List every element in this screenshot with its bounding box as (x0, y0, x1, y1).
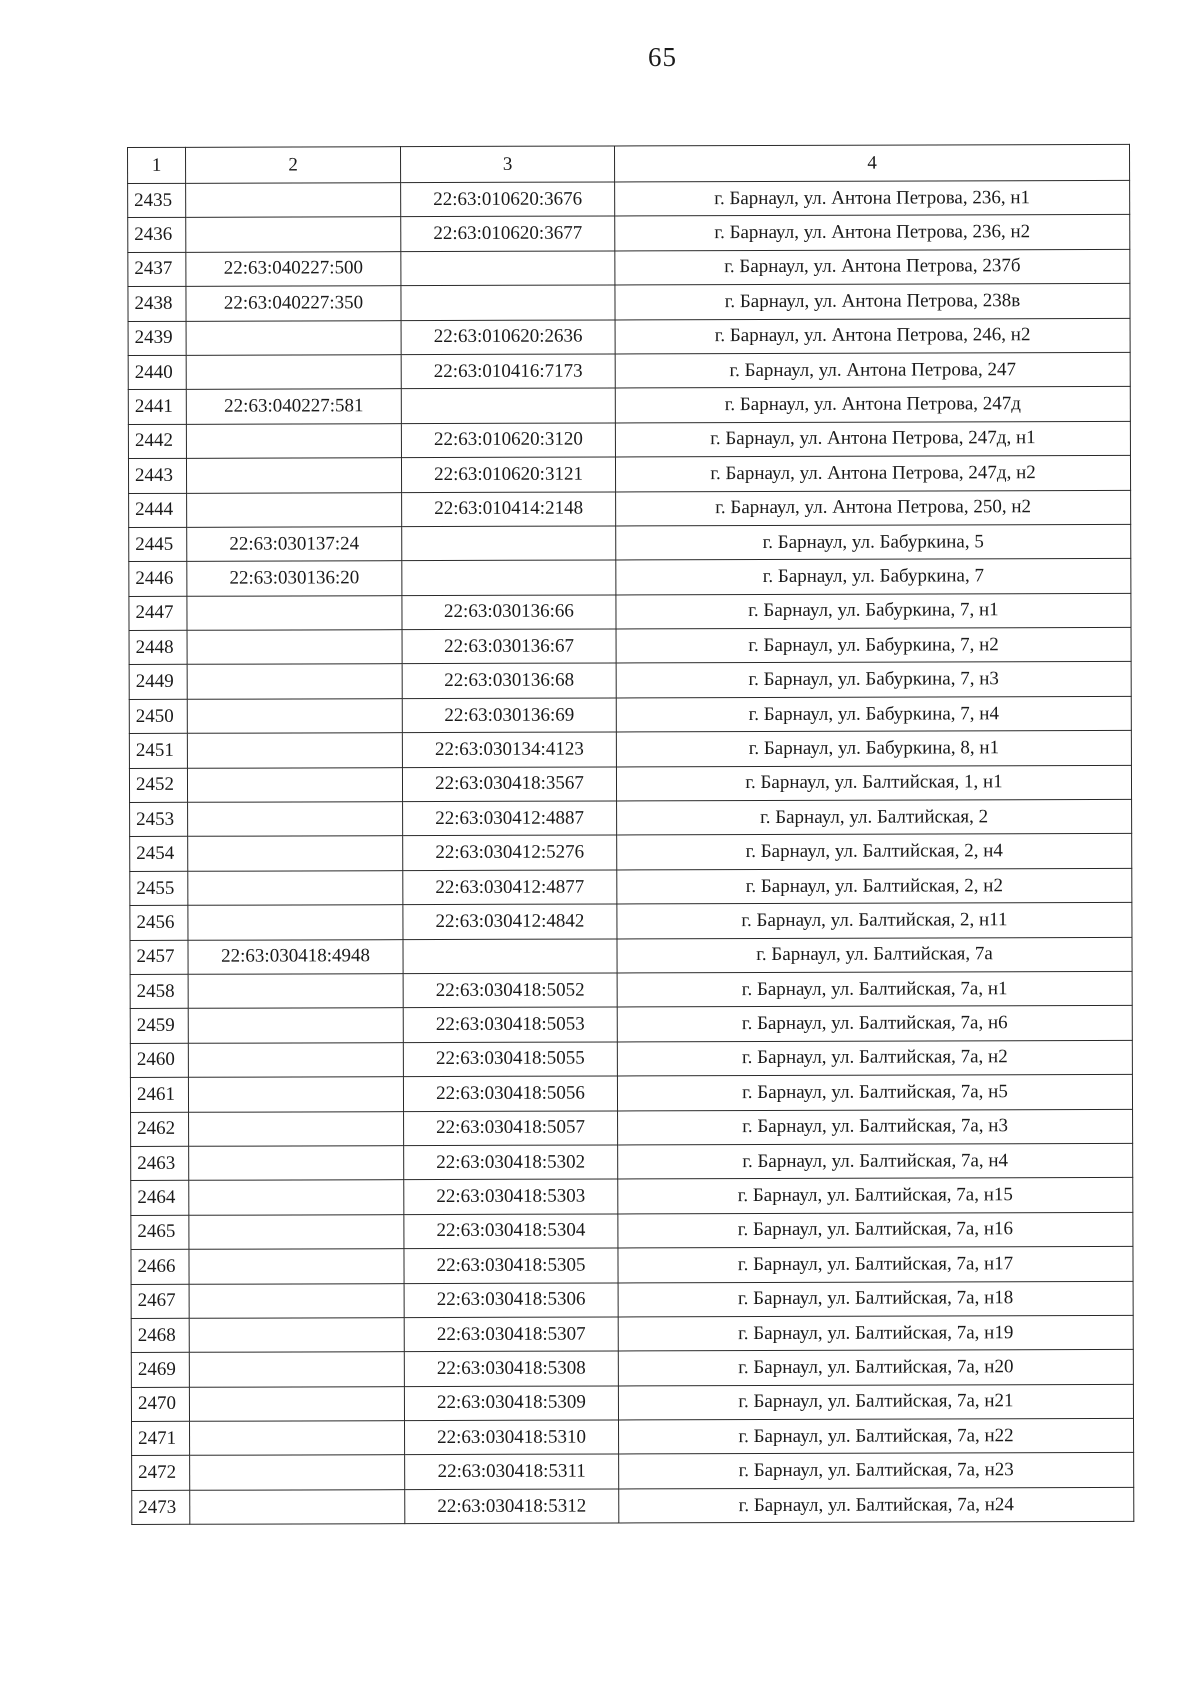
table-row (129, 765, 1131, 803)
parcel-number-cell (188, 905, 403, 940)
table-row (128, 387, 1130, 425)
address-cell: г. Барнаул, ул. Антона Петрова, 236, н2 (615, 215, 1130, 251)
premises-number-cell: 22:63:030412:4842 (403, 904, 617, 939)
address-cell: г. Барнаул, ул. Антона Петрова, 247д, н2 (615, 455, 1130, 491)
address-cell: г. Барнаул, ул. Балтийская, 7а, н19 (618, 1315, 1133, 1351)
table-row (130, 937, 1132, 975)
table-row (131, 1315, 1133, 1353)
table-row (131, 1350, 1133, 1388)
table-row (131, 1281, 1133, 1319)
parcel-number-cell (186, 458, 401, 493)
parcel-number-cell (188, 1008, 403, 1043)
address-cell: г. Барнаул, ул. Бабуркина, 7, н3 (616, 662, 1131, 698)
row-number-cell: 2455 (130, 871, 188, 906)
address-cell: г. Барнаул, ул. Балтийская, 7а, н1 (617, 971, 1132, 1007)
premises-number-cell (402, 526, 616, 561)
premises-number-cell: 22:63:030134:4123 (402, 732, 616, 767)
table-row (129, 731, 1131, 769)
address-cell: г. Барнаул, ул. Балтийская, 2, н11 (617, 903, 1132, 939)
row-number-cell: 2435 (128, 183, 186, 218)
address-cell: г. Барнаул, ул. Балтийская, 7а, н4 (618, 1143, 1133, 1179)
row-number-cell: 2454 (130, 837, 188, 872)
address-cell: г. Барнаул, ул. Бабуркина, 5 (616, 524, 1131, 560)
table-row (130, 799, 1132, 837)
table-row (132, 1487, 1134, 1525)
table-row (129, 696, 1131, 734)
premises-number-cell: 22:63:030418:5308 (404, 1351, 618, 1386)
parcel-number-cell (188, 974, 403, 1009)
parcel-number-cell (189, 1386, 404, 1421)
parcel-number-cell (190, 1489, 405, 1524)
parcel-number-cell (189, 1180, 404, 1215)
row-number-cell: 2465 (131, 1215, 189, 1250)
parcel-number-cell (187, 767, 402, 802)
address-cell: г. Барнаул, ул. Балтийская, 7а, н22 (619, 1418, 1134, 1454)
row-number-cell: 2450 (129, 699, 187, 734)
premises-number-cell: 22:63:010620:3120 (401, 423, 615, 458)
parcel-number-cell (188, 1077, 403, 1112)
parcel-number-cell (187, 733, 402, 768)
row-number-cell: 2448 (129, 630, 187, 665)
table-row (130, 1006, 1132, 1044)
premises-number-cell: 22:63:030418:5055 (403, 1042, 617, 1077)
address-cell: г. Барнаул, ул. Балтийская, 7а, н20 (618, 1350, 1133, 1386)
row-number-cell: 2446 (129, 562, 187, 597)
row-number-cell: 2464 (131, 1181, 189, 1216)
table-row (129, 662, 1131, 700)
row-number-cell: 2466 (131, 1249, 189, 1284)
address-cell: г. Барнаул, ул. Антона Петрова, 237б (615, 249, 1130, 285)
parcel-number-cell (188, 836, 403, 871)
parcel-number-cell (187, 492, 402, 527)
row-number-cell: 2470 (131, 1387, 189, 1422)
table-row (131, 1143, 1133, 1181)
column-header-4: 4 (614, 144, 1129, 182)
parcel-number-cell (189, 1283, 404, 1318)
table-row (128, 421, 1130, 459)
column-header-3: 3 (401, 146, 615, 183)
table-row (129, 627, 1131, 665)
premises-number-cell: 22:63:030418:5307 (404, 1317, 618, 1352)
row-number-cell: 2459 (130, 1009, 188, 1044)
parcel-number-cell (187, 595, 402, 630)
premises-number-cell (401, 251, 615, 286)
parcel-number-cell (189, 1249, 404, 1284)
row-number-cell: 2462 (131, 1112, 189, 1147)
row-number-cell: 2467 (131, 1284, 189, 1319)
premises-number-cell: 22:63:030136:68 (402, 663, 616, 698)
parcel-number-cell (190, 1455, 405, 1490)
address-cell: г. Барнаул, ул. Бабуркина, 7, н1 (616, 593, 1131, 629)
parcel-number-cell: 22:63:030137:24 (187, 527, 402, 562)
row-number-cell: 2472 (132, 1456, 190, 1491)
table-row (128, 249, 1130, 287)
address-cell: г. Барнаул, ул. Антона Петрова, 247 (615, 352, 1130, 388)
premises-number-cell (401, 388, 615, 423)
table-row (132, 1453, 1134, 1491)
row-number-cell: 2456 (130, 906, 188, 941)
address-cell: г. Барнаул, ул. Балтийская, 7а, н17 (618, 1246, 1133, 1282)
column-header-1: 1 (128, 147, 186, 183)
row-number-cell: 2438 (128, 286, 186, 321)
address-cell: г. Барнаул, ул. Антона Петрова, 250, н2 (616, 490, 1131, 526)
table-row (130, 868, 1132, 906)
premises-number-cell: 22:63:030418:5306 (404, 1282, 618, 1317)
premises-number-cell: 22:63:010414:2148 (402, 491, 616, 526)
premises-number-cell: 22:63:030418:5057 (404, 1111, 618, 1146)
parcel-number-cell (189, 1318, 404, 1353)
premises-number-cell: 22:63:010416:7173 (401, 354, 615, 389)
row-number-cell: 2452 (129, 768, 187, 803)
address-cell: г. Барнаул, ул. Антона Петрова, 238в (615, 284, 1130, 320)
premises-number-cell: 22:63:010620:2636 (401, 320, 615, 355)
premises-number-cell: 22:63:010620:3121 (401, 457, 615, 492)
row-number-cell: 2447 (129, 596, 187, 631)
address-cell: г. Барнаул, ул. Балтийская, 7а (617, 937, 1132, 973)
row-number-cell: 2461 (130, 1077, 188, 1112)
table-row (131, 1109, 1133, 1147)
row-number-cell: 2449 (129, 665, 187, 700)
premises-number-cell: 22:63:010620:3676 (401, 182, 615, 217)
address-cell: г. Барнаул, ул. Балтийская, 7а, н6 (617, 1006, 1132, 1042)
row-number-cell: 2460 (130, 1043, 188, 1078)
table-row (129, 593, 1131, 631)
address-cell: г. Барнаул, ул. Балтийская, 7а, н5 (617, 1075, 1132, 1111)
address-cell: г. Барнаул, ул. Балтийская, 7а, н15 (618, 1178, 1133, 1214)
table-row (130, 834, 1132, 872)
row-number-cell: 2458 (130, 974, 188, 1009)
table-row (128, 215, 1130, 253)
premises-number-cell: 22:63:030136:67 (402, 629, 616, 664)
row-number-cell: 2468 (131, 1318, 189, 1353)
table-row (130, 1075, 1132, 1113)
row-number-cell: 2471 (132, 1421, 190, 1456)
address-cell: г. Барнаул, ул. Балтийская, 1, н1 (616, 765, 1131, 801)
registry-table-body (128, 144, 1134, 1524)
address-cell: г. Барнаул, ул. Балтийская, 2, н4 (617, 834, 1132, 870)
parcel-number-cell (187, 664, 402, 699)
premises-number-cell: 22:63:030418:5303 (404, 1179, 618, 1214)
parcel-number-cell (188, 1042, 403, 1077)
row-number-cell: 2469 (131, 1353, 189, 1388)
premises-number-cell: 22:63:030418:5302 (404, 1145, 618, 1180)
table-row (132, 1418, 1134, 1456)
parcel-number-cell: 22:63:030136:20 (187, 561, 402, 596)
table-row (128, 455, 1130, 493)
row-number-cell: 2436 (128, 218, 186, 253)
parcel-number-cell (186, 355, 401, 390)
row-number-cell: 2473 (132, 1490, 190, 1525)
row-number-cell: 2444 (129, 493, 187, 528)
table-row (128, 352, 1130, 390)
row-number-cell: 2443 (128, 458, 186, 493)
premises-number-cell: 22:63:010620:3677 (401, 216, 615, 251)
address-cell: г. Барнаул, ул. Балтийская, 2 (617, 799, 1132, 835)
address-cell: г. Барнаул, ул. Балтийская, 7а, н2 (617, 1040, 1132, 1076)
address-cell: г. Барнаул, ул. Балтийская, 7а, н3 (618, 1109, 1133, 1145)
table-row (129, 490, 1131, 528)
row-number-cell: 2440 (128, 355, 186, 390)
row-number-cell: 2457 (130, 940, 188, 975)
premises-number-cell: 22:63:030418:5305 (404, 1248, 618, 1283)
parcel-number-cell (186, 423, 401, 458)
row-number-cell: 2437 (128, 252, 186, 287)
address-cell: г. Барнаул, ул. Балтийская, 7а, н18 (618, 1281, 1133, 1317)
address-cell: г. Барнаул, ул. Антона Петрова, 236, н1 (615, 180, 1130, 216)
row-number-cell: 2442 (128, 424, 186, 459)
table-row (128, 284, 1130, 322)
table-row (131, 1246, 1133, 1284)
address-cell: г. Барнаул, ул. Бабуркина, 7 (616, 559, 1131, 595)
parcel-number-cell (189, 1214, 404, 1249)
row-number-cell: 2445 (129, 527, 187, 562)
table-row (130, 971, 1132, 1009)
premises-number-cell: 22:63:030418:5056 (403, 1076, 617, 1111)
premises-number-cell (402, 560, 616, 595)
parcel-number-cell: 22:63:040227:350 (186, 286, 401, 321)
address-cell: г. Барнаул, ул. Бабуркина, 7, н2 (616, 627, 1131, 663)
row-number-cell: 2439 (128, 321, 186, 356)
premises-number-cell: 22:63:030412:4887 (403, 801, 617, 836)
address-cell: г. Барнаул, ул. Балтийская, 7а, н24 (619, 1487, 1134, 1523)
row-number-cell: 2451 (129, 734, 187, 769)
registry-table (127, 144, 1134, 1525)
premises-number-cell: 22:63:030412:5276 (403, 835, 617, 870)
table-row (131, 1384, 1133, 1422)
parcel-number-cell (186, 320, 401, 355)
premises-number-cell: 22:63:030412:4877 (403, 870, 617, 905)
parcel-number-cell: 22:63:040227:581 (186, 389, 401, 424)
premises-number-cell (401, 285, 615, 320)
premises-number-cell: 22:63:030418:5052 (403, 973, 617, 1008)
address-cell: г. Барнаул, ул. Балтийская, 7а, н21 (618, 1384, 1133, 1420)
premises-number-cell: 22:63:030418:5311 (405, 1454, 619, 1489)
page-number: 65 (648, 42, 677, 72)
address-cell: г. Барнаул, ул. Балтийская, 2, н2 (617, 868, 1132, 904)
parcel-number-cell (190, 1421, 405, 1456)
parcel-number-cell (189, 1111, 404, 1146)
column-header-2: 2 (186, 147, 401, 184)
parcel-number-cell (186, 183, 401, 218)
address-cell: г. Барнаул, ул. Бабуркина, 8, н1 (616, 731, 1131, 767)
parcel-number-cell (187, 698, 402, 733)
address-cell: г. Барнаул, ул. Антона Петрова, 246, н2 (615, 318, 1130, 354)
table-row (131, 1178, 1133, 1216)
premises-number-cell: 22:63:030418:3567 (402, 767, 616, 802)
table-row (129, 559, 1131, 597)
premises-number-cell: 22:63:030418:5312 (405, 1489, 619, 1524)
parcel-number-cell (189, 1146, 404, 1181)
address-cell: г. Барнаул, ул. Бабуркина, 7, н4 (616, 696, 1131, 732)
table-row (131, 1212, 1133, 1250)
parcel-number-cell (188, 802, 403, 837)
premises-number-cell: 22:63:030136:69 (402, 698, 616, 733)
premises-number-cell (403, 939, 617, 974)
table-row (129, 524, 1131, 562)
parcel-number-cell (189, 1352, 404, 1387)
parcel-number-cell (186, 217, 401, 252)
table-row (128, 318, 1130, 356)
parcel-number-cell (188, 870, 403, 905)
table-row (130, 1040, 1132, 1078)
row-number-cell: 2453 (130, 802, 188, 837)
address-cell: г. Барнаул, ул. Антона Петрова, 247д (615, 387, 1130, 423)
address-cell: г. Барнаул, ул. Балтийская, 7а, н16 (618, 1212, 1133, 1248)
premises-number-cell: 22:63:030418:5304 (404, 1214, 618, 1249)
premises-number-cell: 22:63:030418:5053 (403, 1007, 617, 1042)
premises-number-cell: 22:63:030136:66 (402, 595, 616, 630)
parcel-number-cell: 22:63:040227:500 (186, 251, 401, 286)
table-header-row (128, 144, 1130, 183)
row-number-cell: 2463 (131, 1146, 189, 1181)
premises-number-cell: 22:63:030418:5309 (404, 1386, 618, 1421)
premises-number-cell: 22:63:030418:5310 (405, 1420, 619, 1455)
parcel-number-cell: 22:63:030418:4948 (188, 939, 403, 974)
parcel-number-cell (187, 630, 402, 665)
row-number-cell: 2441 (128, 390, 186, 425)
address-cell: г. Барнаул, ул. Балтийская, 7а, н23 (619, 1453, 1134, 1489)
table-row (128, 180, 1130, 218)
address-cell: г. Барнаул, ул. Антона Петрова, 247д, н1 (615, 421, 1130, 457)
table-row (130, 903, 1132, 941)
